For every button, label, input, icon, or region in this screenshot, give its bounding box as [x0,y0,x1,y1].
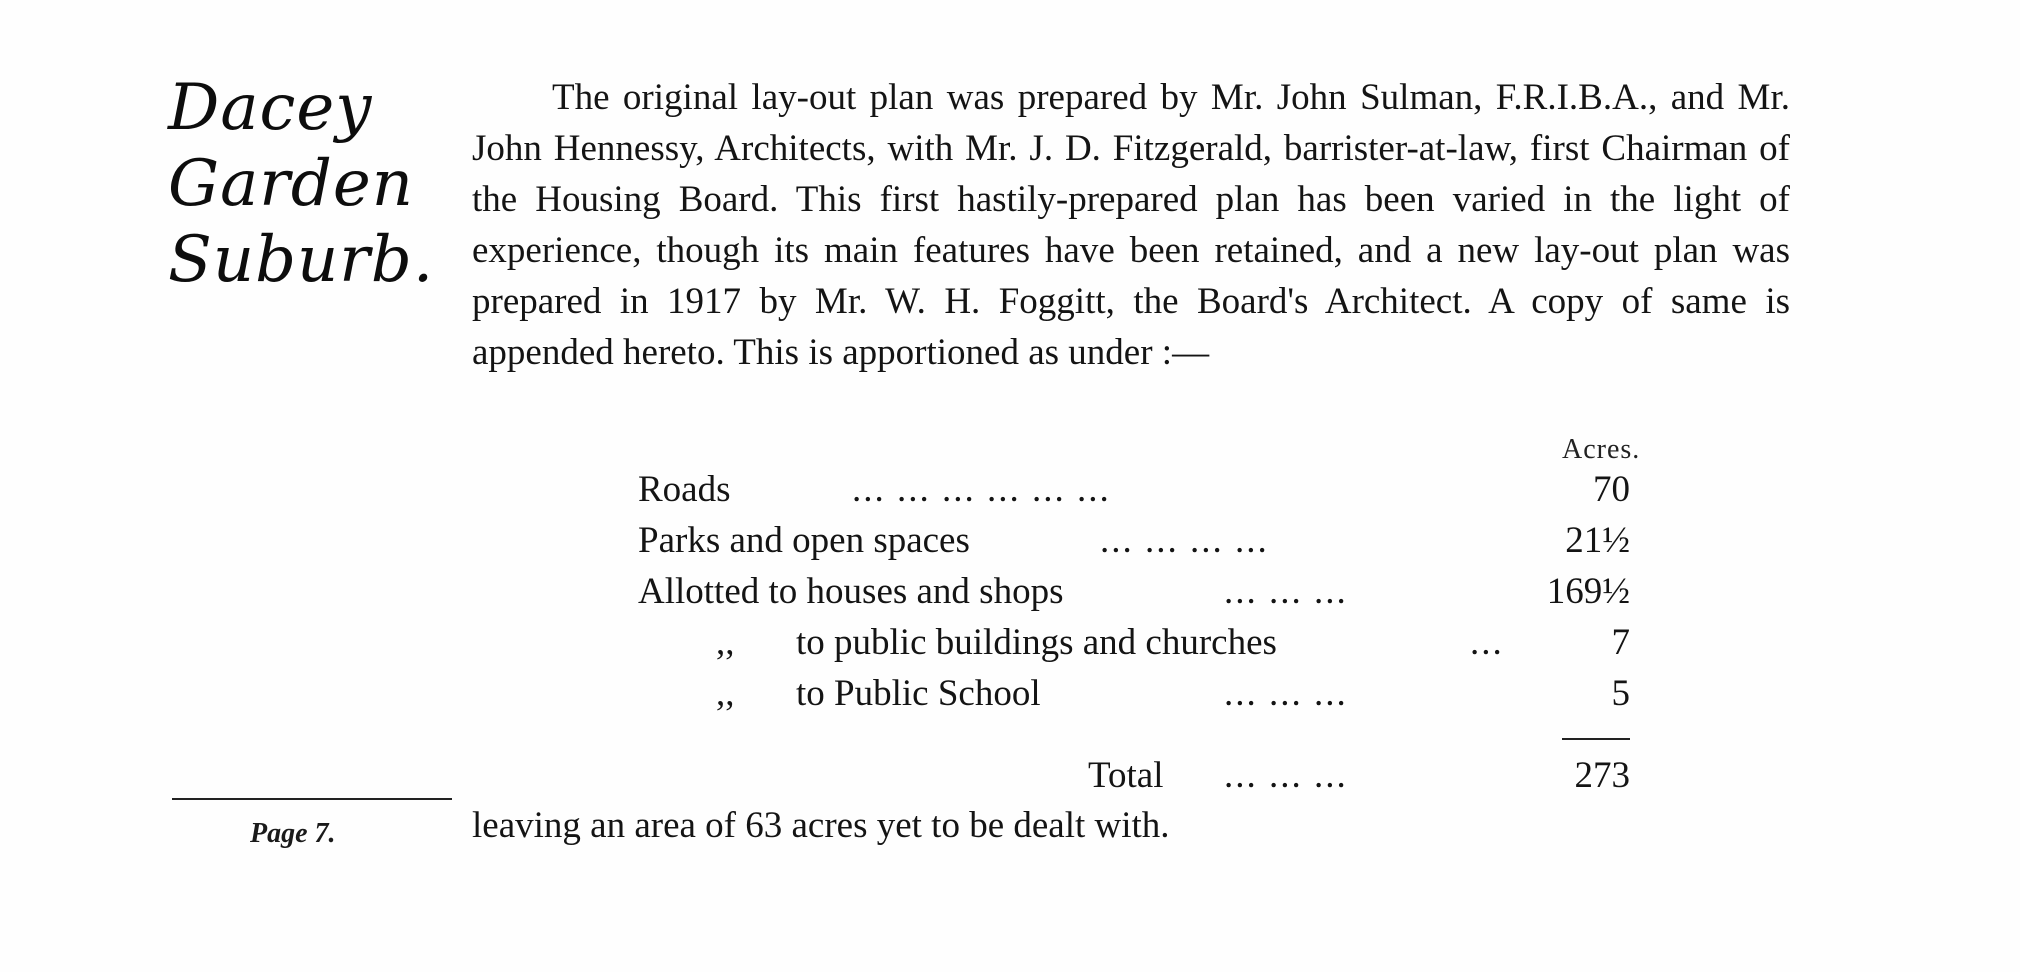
total-rule [1562,738,1630,740]
row-leader-dots: ... ... ... ... [1100,520,1269,561]
paragraph-text: The original lay-out plan was prepared by Mr. John Sulman, F.R.I.B.A., and Mr. John Hennessy, Architects, with Mr. J. D. Fitzgerald, barrister-at-law, first Chairman of the Housing Board. This first hastily-prepared plan has been varied in the light of experience, though its main features have been retained, and a new lay-out plan was prepared in 1917 by Mr. W. H. Foggitt, the Board's Architect. A copy of same is appended hereto. This is apportioned as under :— [472,77,1790,373]
table-row [0,672,2020,723]
row-value: 7 [1611,622,1630,663]
row-leader-dots: ... [1470,622,1504,663]
row-label: to Public School [796,673,1041,714]
row-leader-dots: ... ... ... [1224,673,1348,714]
row-value: 5 [1611,673,1630,714]
margin-heading-line-3: Suburb. [168,223,435,297]
row-label: Parks and open spaces [638,520,970,561]
margin-heading-line-1: Dacey [168,71,373,145]
margin-heading-line-2: Garden [168,147,414,221]
row-value: 169½ [1546,571,1630,612]
row-value: 21½ [1565,520,1630,561]
row-leader-dots: ... ... ... ... ... ... [852,469,1111,510]
row-value: 70 [1593,469,1630,510]
table-row [0,519,2020,570]
table-row [0,468,2020,519]
row-leader-dots: ... ... ... [1224,571,1348,612]
row-label: Allotted to houses and shops [638,571,1064,612]
closing-line: leaving an area of 63 acres yet to be dealt with. [472,805,1170,846]
unit-header: Acres. [1562,434,1641,465]
row-label: to public buildings and churches [796,622,1277,663]
margin-divider [172,798,452,800]
total-label: Total [1088,755,1164,796]
total-leader-dots: ... ... ... [1224,755,1348,796]
ditto-mark: ,, [716,622,735,663]
table-row [0,621,2020,672]
row-label: Roads [638,469,731,510]
table-row [0,570,2020,621]
total-value: 273 [1574,755,1630,796]
ditto-mark: ,, [716,673,735,714]
page-reference: Page 7. [250,818,336,849]
